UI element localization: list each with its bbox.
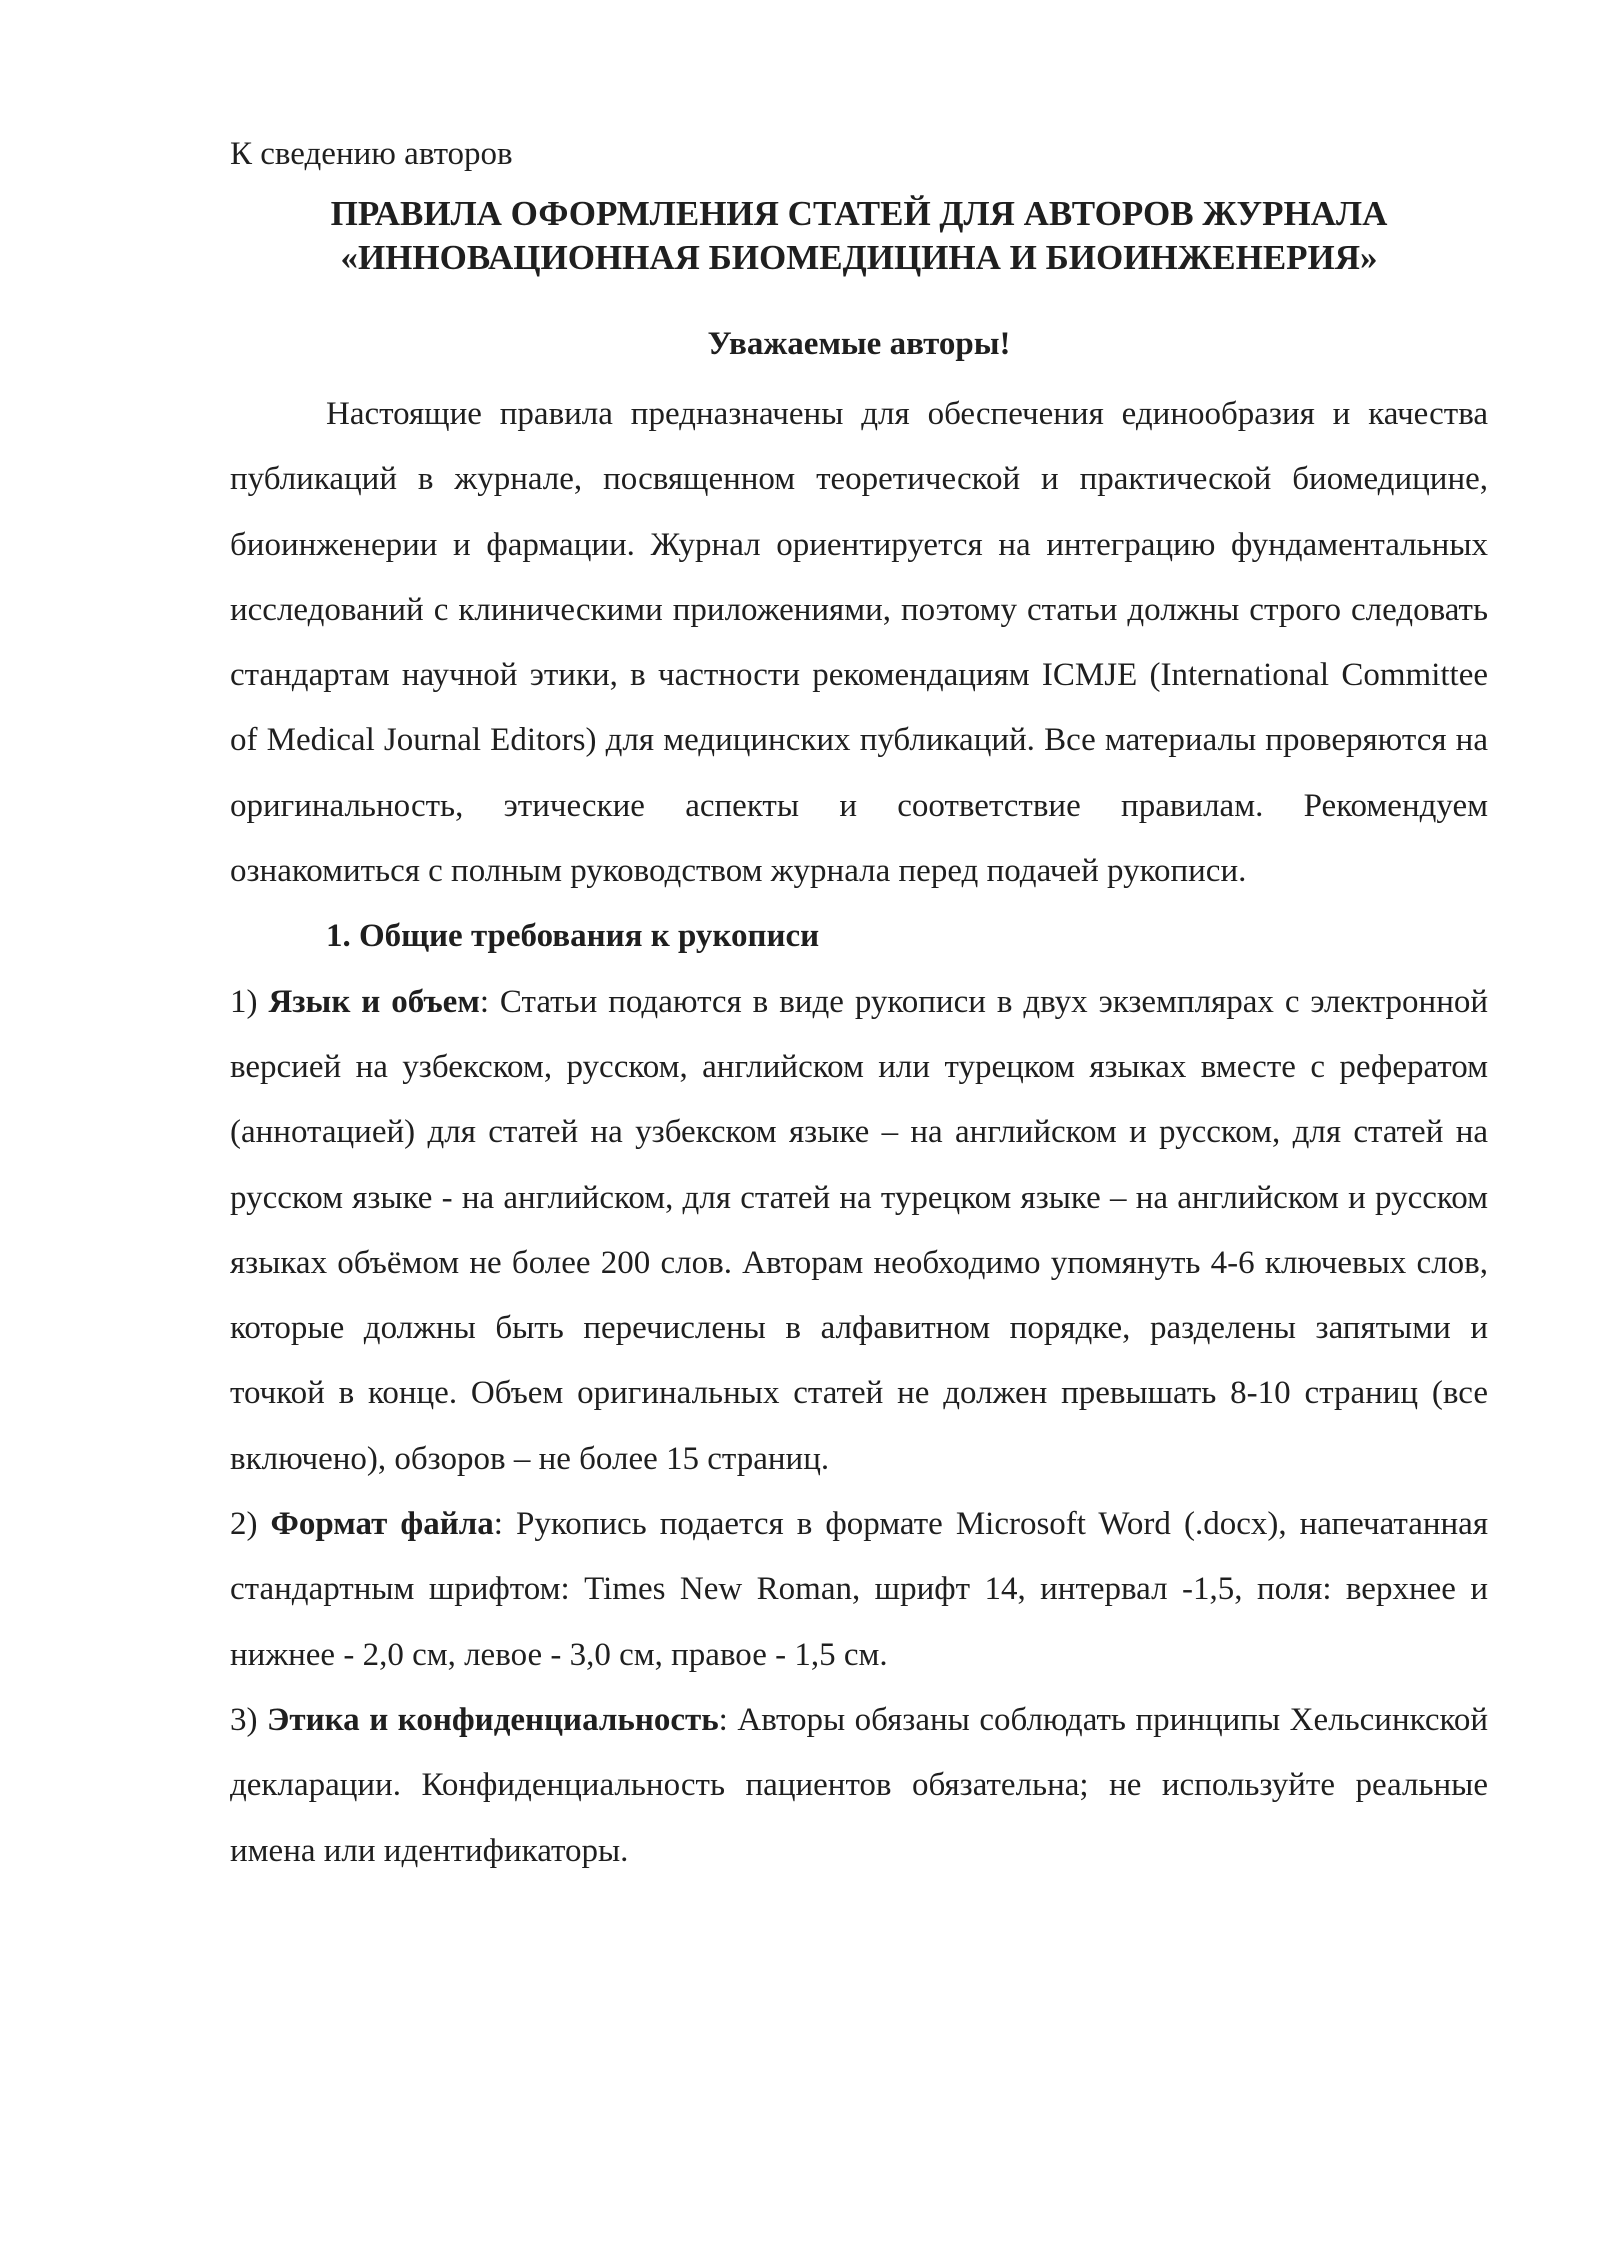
intro-paragraph: Настоящие правила предназначены для обеспечения единообразия и качества публикаций в журнале, посвященном теоретической и практической биомедицине, биоинженерии и фармации. Журнал ориентируется на интеграцию фундаментальных исследований с клиническими приложениями, поэтому статьи должны строго следовать стандартам научной этики, в частности рекомендациям ICMJE (International Committee of Medical Journal Editors) для медицинских публикаций. Все материалы проверяются на оригинальность, этические аспекты и соответствие правилам. Рекомендуем ознакомиться с полным руководством журнала перед подачей рукописи.	[230, 396, 1488, 890]
list-item	[230, 1492, 1488, 1688]
item-title: Этика и конфиденциальность	[267, 1701, 719, 1738]
item-text: : Авторы обязаны соблюдать принципы Хельсинкской декларации. Конфиденциальность пациентов обязательна; не используйте реальные имена или идентификаторы.	[230, 1701, 1489, 1869]
document-title	[230, 192, 1488, 280]
item-number: 3)	[230, 1701, 258, 1738]
list-item	[230, 1688, 1488, 1884]
list-item	[230, 970, 1488, 1492]
section-heading: 1. Общие требования к рукописи	[326, 918, 820, 955]
item-title: Формат файла	[270, 1506, 494, 1543]
title-line-1: ПРАВИЛА ОФОРМЛЕНИЯ СТАТЕЙ ДЛЯ АВТОРОВ ЖУРНАЛА	[330, 194, 1388, 233]
document-page	[230, 128, 1488, 1884]
item-title: Язык и объем	[268, 983, 480, 1020]
section-label: К сведению авторов	[230, 136, 513, 172]
item-number: 2)	[230, 1506, 258, 1543]
item-text: : Рукопись подается в формате Microsoft Word (.docx), напечатанная стандартным шрифтом: Times New Roman, шрифт 14, интервал -1,5, поля: верхнее и нижнее - 2,0 см, левое - 3,0 см, правое - 1,5 см.	[230, 1506, 1488, 1673]
title-line-2: «ИННОВАЦИОННАЯ БИОМЕДИЦИНА И БИОИНЖЕНЕРИЯ»	[340, 238, 1378, 277]
item-number: 1)	[230, 983, 258, 1020]
greeting: Уважаемые авторы!	[707, 326, 1011, 362]
item-text: : Статьи подаются в виде рукописи в двух экземплярах с электронной версией на узбекском, русском, английском или турецком языках вместе с рефератом (аннотацией) для статей на узбекском языке – на английском и русском, для статей на русском языке - на английском, для статей на турецком языке – на английском и русском языках объёмом не более 200 слов. Авторам необходимо упомянуть 4-6 ключевых слов, которые должны быть перечислены в алфавитном порядке, разделены запятыми и точкой в конце. Объем оригинальных статей не должен превышать 8-10 страниц (все включено), обзоров – не более 15 страниц.	[230, 983, 1489, 1477]
